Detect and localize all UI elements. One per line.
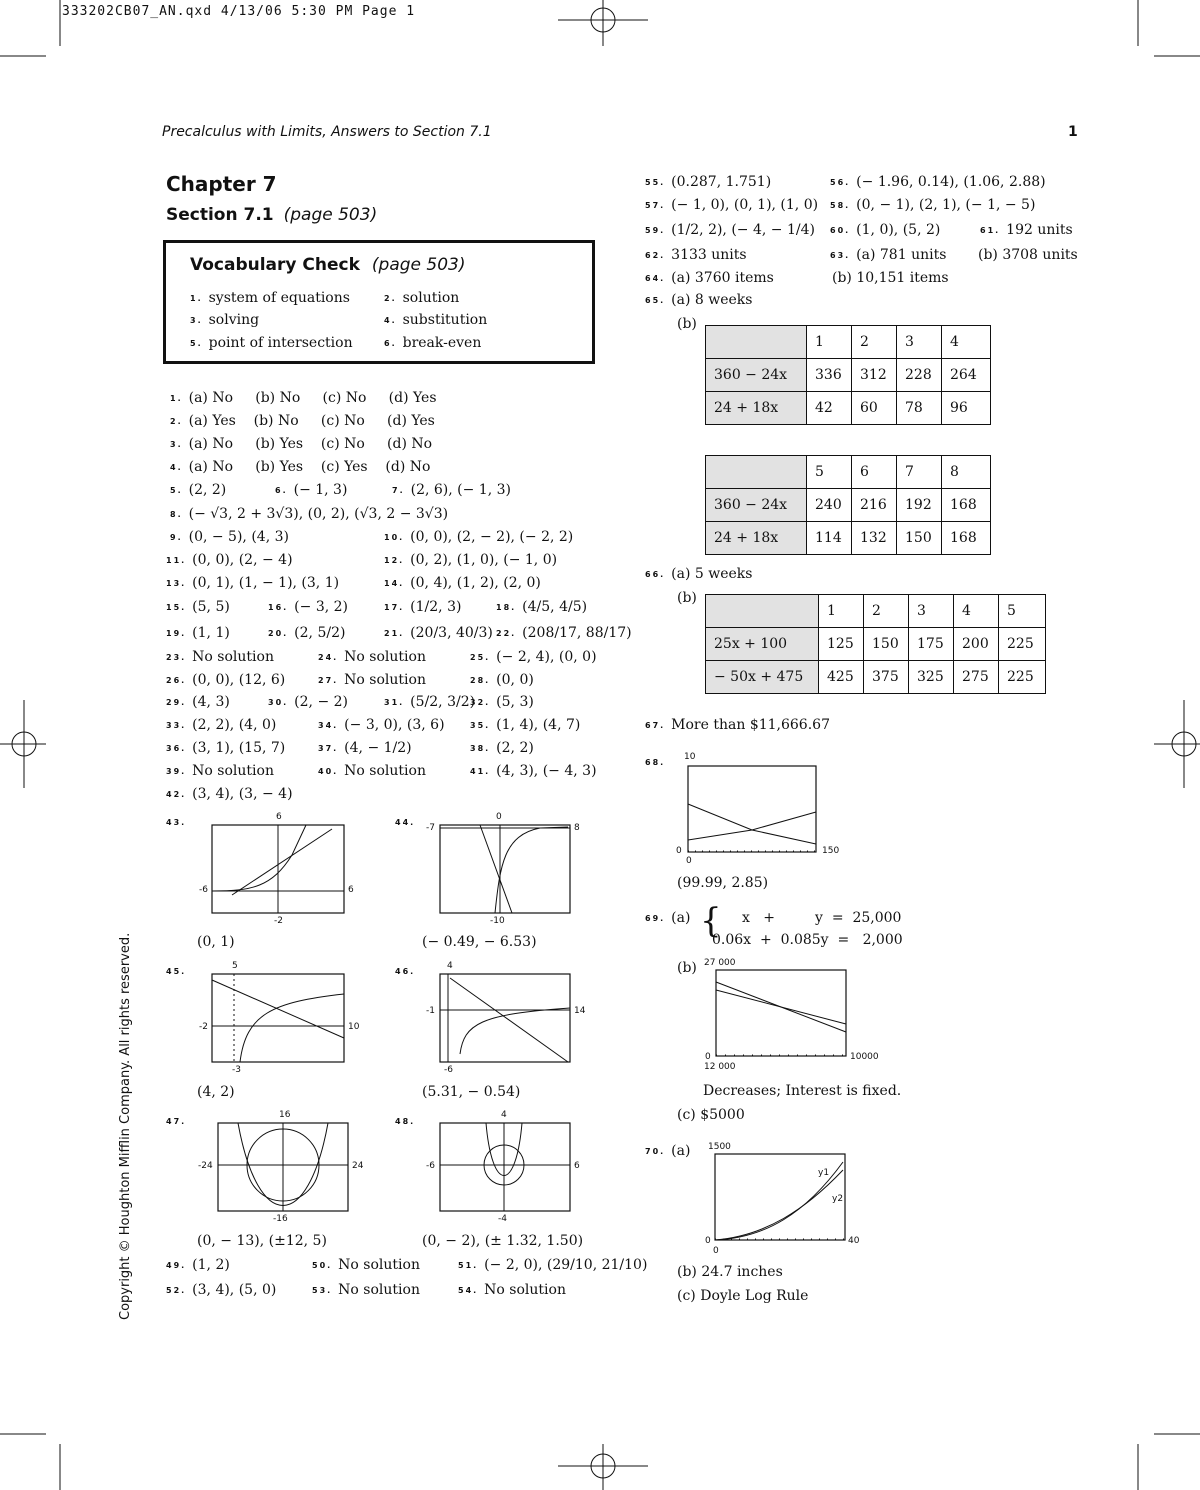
answer-26: 26. (0, 0), (12, 6) (166, 672, 286, 688)
answer-20: 20. (2, 5/2) (268, 625, 346, 641)
answer-6: 6. (− 1, 3) (275, 482, 348, 498)
answer-39: 39. No solution (166, 763, 274, 779)
answer-56: 56. (− 1.96, 0.14), (1.06, 2.88) (830, 174, 1046, 190)
axis-label: -1 (426, 1006, 435, 1016)
graph-45 (212, 974, 344, 1062)
problem-number: 45. (166, 967, 187, 976)
answer-34: 34. (− 3, 0), (3, 6) (318, 717, 445, 733)
problem-number: 44. (395, 818, 416, 827)
answer-17: 17. (1/2, 3) (384, 599, 462, 615)
axis-label: -2 (274, 916, 283, 926)
answer-64: 64. (a) 3760 items (645, 270, 774, 286)
axis-label: 40 (848, 1236, 860, 1246)
answer-69b: Decreases; Interest is fixed. (703, 1083, 902, 1099)
answer-7: 7. (2, 6), (− 1, 3) (392, 482, 511, 498)
axis-label: 8 (574, 823, 580, 833)
vocab-item: 2. solution (384, 290, 460, 306)
answer-16: 16. (− 3, 2) (268, 599, 348, 615)
axis-label: -6 (444, 1065, 453, 1075)
axis-label: -4 (498, 1214, 507, 1224)
answer-53: 53. No solution (312, 1282, 420, 1298)
axis-label: 150 (822, 846, 840, 856)
problem-number: 43. (166, 818, 187, 827)
answer-15: 15. (5, 5) (166, 599, 230, 615)
axis-label: 10 (348, 1022, 360, 1032)
vocab-item: 6. break-even (384, 335, 482, 351)
answer-22: 22. (208/17, 88/17) (496, 625, 632, 641)
answer-33: 33. (2, 2), (4, 0) (166, 717, 277, 733)
answer-66: 66. (a) 5 weeks (645, 566, 753, 582)
axis-label: 0 (686, 856, 692, 866)
answer-37: 37. (4, − 1/2) (318, 740, 412, 756)
table-row: 25x + 100 125 150 175 200 225 (706, 628, 1046, 661)
answer-65: 65. (a) 8 weeks (645, 292, 753, 308)
answer-69c: (c) $5000 (677, 1107, 745, 1123)
answer-4: 4. (a) No (b) Yes (c) Yes (d) No (170, 459, 431, 475)
equation-2: 0.06x + 0.085y = 2,000 (712, 932, 903, 948)
graph-68 (688, 766, 816, 852)
answer-40: 40. No solution (318, 763, 426, 779)
axis-label: 6 (574, 1161, 580, 1171)
axis-label: 10000 (850, 1052, 879, 1062)
vocabulary-heading: Vocabulary Check (190, 255, 360, 275)
answer-38: 38. (2, 2) (470, 740, 534, 756)
page-number: 1 (1068, 124, 1078, 140)
curve-label-y1: y1 (818, 1168, 830, 1178)
vocabulary-title (190, 255, 465, 275)
vocab-item: 3. solving (190, 312, 260, 328)
axis-label: 0 (705, 1052, 711, 1062)
equation-1: x + y = 25,000 (742, 910, 902, 926)
answer-69: 69. (a) (645, 910, 691, 926)
section-title (166, 205, 377, 225)
axis-label: 16 (279, 1110, 291, 1120)
answer-27: 27. No solution (318, 672, 426, 688)
table-row: 5 6 7 8 (706, 456, 991, 489)
answer-44: (− 0.49, − 6.53) (422, 934, 537, 950)
print-slug: 333202CB07_AN.qxd 4/13/06 5:30 PM Page 1 (62, 4, 416, 19)
axis-label: -6 (199, 885, 208, 895)
table-65b (705, 455, 991, 555)
vocab-item: 5. point of intersection (190, 335, 353, 351)
table-row: 1 2 3 4 (706, 326, 991, 359)
table-66 (705, 594, 1046, 694)
graph-69 (716, 970, 846, 1056)
answer-51: 51. (− 2, 0), (29/10, 21/10) (458, 1257, 648, 1273)
answer-50: 50. No solution (312, 1257, 420, 1273)
answer-35: 35. (1, 4), (4, 7) (470, 717, 581, 733)
problem-number: 68. (645, 758, 666, 767)
answer-18: 18. (4/5, 4/5) (496, 599, 588, 615)
vocab-item: 1. system of equations (190, 290, 350, 306)
answer-36: 36. (3, 1), (15, 7) (166, 740, 286, 756)
answer-1: 1. (a) No (b) No (c) No (d) Yes (170, 390, 437, 406)
answer-28: 28. (0, 0) (470, 672, 534, 688)
axis-label: 4 (447, 961, 453, 971)
axis-label: 0 (496, 812, 502, 822)
part-b-label: (b) (677, 590, 697, 606)
answer-10: 10. (0, 0), (2, − 2), (− 2, 2) (384, 529, 574, 545)
axis-label: 27 000 (704, 958, 736, 968)
table-65a (705, 325, 991, 425)
table-row: 24 + 18x 42 60 78 96 (706, 392, 991, 425)
answer-45: (4, 2) (197, 1084, 235, 1100)
graph-43 (212, 825, 344, 913)
axis-label: 0 (676, 846, 682, 856)
axis-label: 12 000 (704, 1062, 736, 1072)
answer-63b: (b) 3708 units (978, 247, 1078, 263)
answer-13: 13. (0, 1), (1, − 1), (3, 1) (166, 575, 340, 591)
graph-46 (440, 974, 570, 1062)
answer-52: 52. (3, 4), (5, 0) (166, 1282, 277, 1298)
answer-11: 11. (0, 0), (2, − 4) (166, 552, 293, 568)
answer-64b: (b) 10,151 items (832, 270, 949, 286)
chapter-title: Chapter 7 (166, 172, 277, 196)
axis-label: 6 (276, 812, 282, 822)
answer-8: 8. (− √3, 2 + 3√3), (0, 2), (√3, 2 − 3√3) (170, 506, 449, 522)
answer-42: 42. (3, 4), (3, − 4) (166, 786, 293, 802)
part-b-label: (b) (677, 316, 697, 332)
axis-label: 10 (684, 752, 696, 762)
answer-60: 60. (1, 0), (5, 2) (830, 222, 941, 238)
table-row: 24 + 18x 114 132 150 168 (706, 522, 991, 555)
answer-57: 57. (− 1, 0), (0, 1), (1, 0) (645, 197, 819, 213)
answer-47: (0, − 13), (±12, 5) (197, 1233, 327, 1249)
answer-25: 25. (− 2, 4), (0, 0) (470, 649, 597, 665)
graph-47 (218, 1123, 348, 1211)
axis-label: -16 (273, 1214, 288, 1224)
axis-label: 5 (232, 961, 238, 971)
answer-70: 70. (a) (645, 1143, 691, 1159)
table-row: − 50x + 475 425 375 325 275 225 (706, 661, 1046, 694)
answer-23: 23. No solution (166, 649, 274, 665)
axis-label: 14 (574, 1006, 586, 1016)
answer-31: 31. (5/2, 3/2) (384, 694, 476, 710)
axis-label: 0 (705, 1236, 711, 1246)
axis-label: 1500 (708, 1142, 731, 1152)
axis-label: -2 (199, 1022, 208, 1032)
answer-61: 61. 192 units (980, 222, 1073, 238)
axis-label: 4 (501, 1110, 507, 1120)
axis-label: -3 (232, 1065, 241, 1075)
answer-46: (5.31, − 0.54) (422, 1084, 521, 1100)
graph-44 (440, 825, 570, 913)
answer-19: 19. (1, 1) (166, 625, 230, 641)
answer-41: 41. (4, 3), (− 4, 3) (470, 763, 597, 779)
answer-43: (0, 1) (197, 934, 235, 950)
answer-67: 67. More than $11,666.67 (645, 717, 830, 733)
running-head: Precalculus with Limits, Answers to Section 7.1 (162, 124, 492, 140)
answer-70c: (c) Doyle Log Rule (677, 1288, 809, 1304)
axis-label: -24 (198, 1161, 213, 1171)
answer-49: 49. (1, 2) (166, 1257, 230, 1273)
axis-label: 6 (348, 885, 354, 895)
copyright-notice: Copyright © Houghton Mifflin Company. All rights reserved. (118, 932, 133, 1320)
system-brace: { (700, 901, 722, 941)
answer-70b: (b) 24.7 inches (677, 1264, 783, 1280)
answer-55: 55. (0.287, 1.751) (645, 174, 772, 190)
axis-label: 0 (713, 1246, 719, 1256)
answer-30: 30. (2, − 2) (268, 694, 348, 710)
answer-62: 62. 3133 units (645, 247, 747, 263)
graph-70 (715, 1154, 845, 1240)
answer-48: (0, − 2), (± 1.32, 1.50) (422, 1233, 584, 1249)
table-row: 360 − 24x 240 216 192 168 (706, 489, 991, 522)
problem-number: 47. (166, 1117, 187, 1126)
answer-2: 2. (a) Yes (b) No (c) No (d) Yes (170, 413, 435, 429)
answer-9: 9. (0, − 5), (4, 3) (170, 529, 289, 545)
answer-14: 14. (0, 4), (1, 2), (2, 0) (384, 575, 541, 591)
answer-21: 21. (20/3, 40/3) (384, 625, 493, 641)
answer-29: 29. (4, 3) (166, 694, 230, 710)
axis-label: -10 (490, 916, 505, 926)
vocab-item: 4. substitution (384, 312, 488, 328)
axis-label: -7 (426, 823, 435, 833)
graph-48 (440, 1123, 570, 1211)
answer-12: 12. (0, 2), (1, 0), (− 1, 0) (384, 552, 558, 568)
axis-label: 24 (352, 1161, 364, 1171)
answer-5: 5. (2, 2) (170, 482, 227, 498)
answer-32: 32. (5, 3) (470, 694, 534, 710)
section-page: (page 503) (283, 205, 378, 225)
axis-label: -6 (426, 1161, 435, 1171)
answer-59: 59. (1/2, 2), (− 4, − 1/4) (645, 222, 815, 238)
table-row: 1 2 3 4 5 (706, 595, 1046, 628)
table-row: 360 − 24x 336 312 228 264 (706, 359, 991, 392)
answer-63: 63. (a) 781 units (830, 247, 947, 263)
answer-3: 3. (a) No (b) Yes (c) No (d) No (170, 436, 433, 452)
problem-number: 46. (395, 967, 416, 976)
section-name: Section 7.1 (166, 205, 274, 225)
answer-68: (99.99, 2.85) (677, 875, 769, 891)
answer-54: 54. No solution (458, 1282, 566, 1298)
vocabulary-page: (page 503) (371, 255, 466, 275)
problem-number: 48. (395, 1117, 416, 1126)
answer-58: 58. (0, − 1), (2, 1), (− 1, − 5) (830, 197, 1036, 213)
answer-24: 24. No solution (318, 649, 426, 665)
curve-label-y2: y2 (832, 1194, 844, 1204)
part-b-label: (b) (677, 960, 697, 976)
